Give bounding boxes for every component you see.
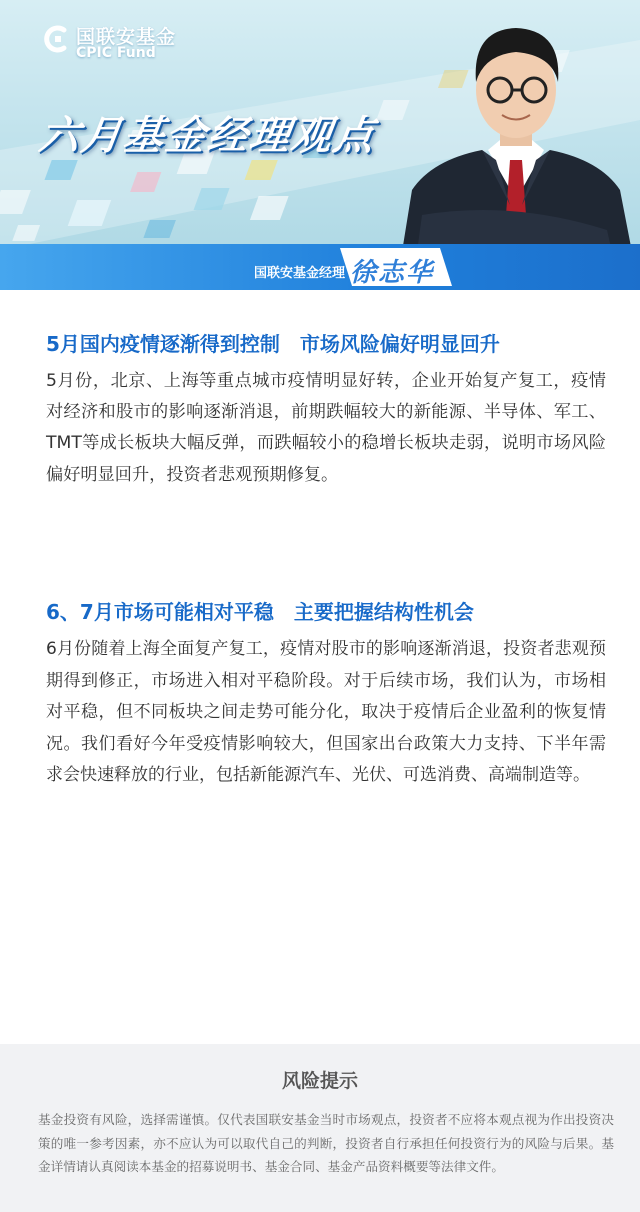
manager-portrait [392, 0, 640, 252]
brand-name-cn: 国联安基金 [76, 26, 177, 48]
risk-body: 基金投资有风险，选择需谨慎。仅代表国联安基金当时市场观点，投资者不应将本观点视为作出投资决策的唯一参考因素，亦不应认为可以取代自己的判断，投资者自行承担任何投资行为的风险与后果。基金详情请认真阅读本基金的招募说明书、基金合同、基金产品资料概要等法律文件。 [38, 1112, 614, 1174]
section-body: 6月份随着上海全面复产复工，疫情对股市的影响逐渐消退，投资者悲观预期得到修正，市场进入相对平稳阶段。对于后续市场，我们认为，市场相对平稳，但不同板块之间走势可能分化，取决于疫情后企业盈利的恢复情况。我们看好今年受疫情影响较大，但国家出台政策大力支持、下半年需求会快速释放的行业，包括新能源汽车、光伏、可选消费、高端制造等。 [46, 639, 606, 785]
cpic-logo-icon [42, 24, 72, 54]
section-title: 6、7月市场可能相对平稳 主要把握结构性机会 [46, 600, 474, 624]
section-body: 5月份，北京、上海等重点城市疫情明显好转，企业开始复产复工，疫情对经济和股市的影响逐渐消退，前期跌幅较大的新能源、半导体、军工、TMT等成长板块大幅反弹，而跌幅较小的稳增长板块走弱，说明市场风险偏好明显回升，投资者悲观预期修复。 [46, 371, 606, 485]
risk-title: 风险提示 [281, 1070, 358, 1092]
brand-name-en: CPIC Fund [76, 45, 156, 61]
manager-label: 国联安基金经理 [254, 266, 346, 281]
brand-logo [42, 22, 192, 62]
banner-title: 六月基金经理观点 [36, 113, 379, 159]
article-section-2 [46, 596, 606, 792]
header-banner [0, 0, 640, 290]
section-title: 5月国内疫情逐渐得到控制 市场风险偏好明显回升 [46, 332, 500, 356]
manager-name: 徐志华 [350, 258, 435, 288]
article-section-1 [46, 328, 606, 491]
risk-disclaimer [0, 1044, 640, 1212]
